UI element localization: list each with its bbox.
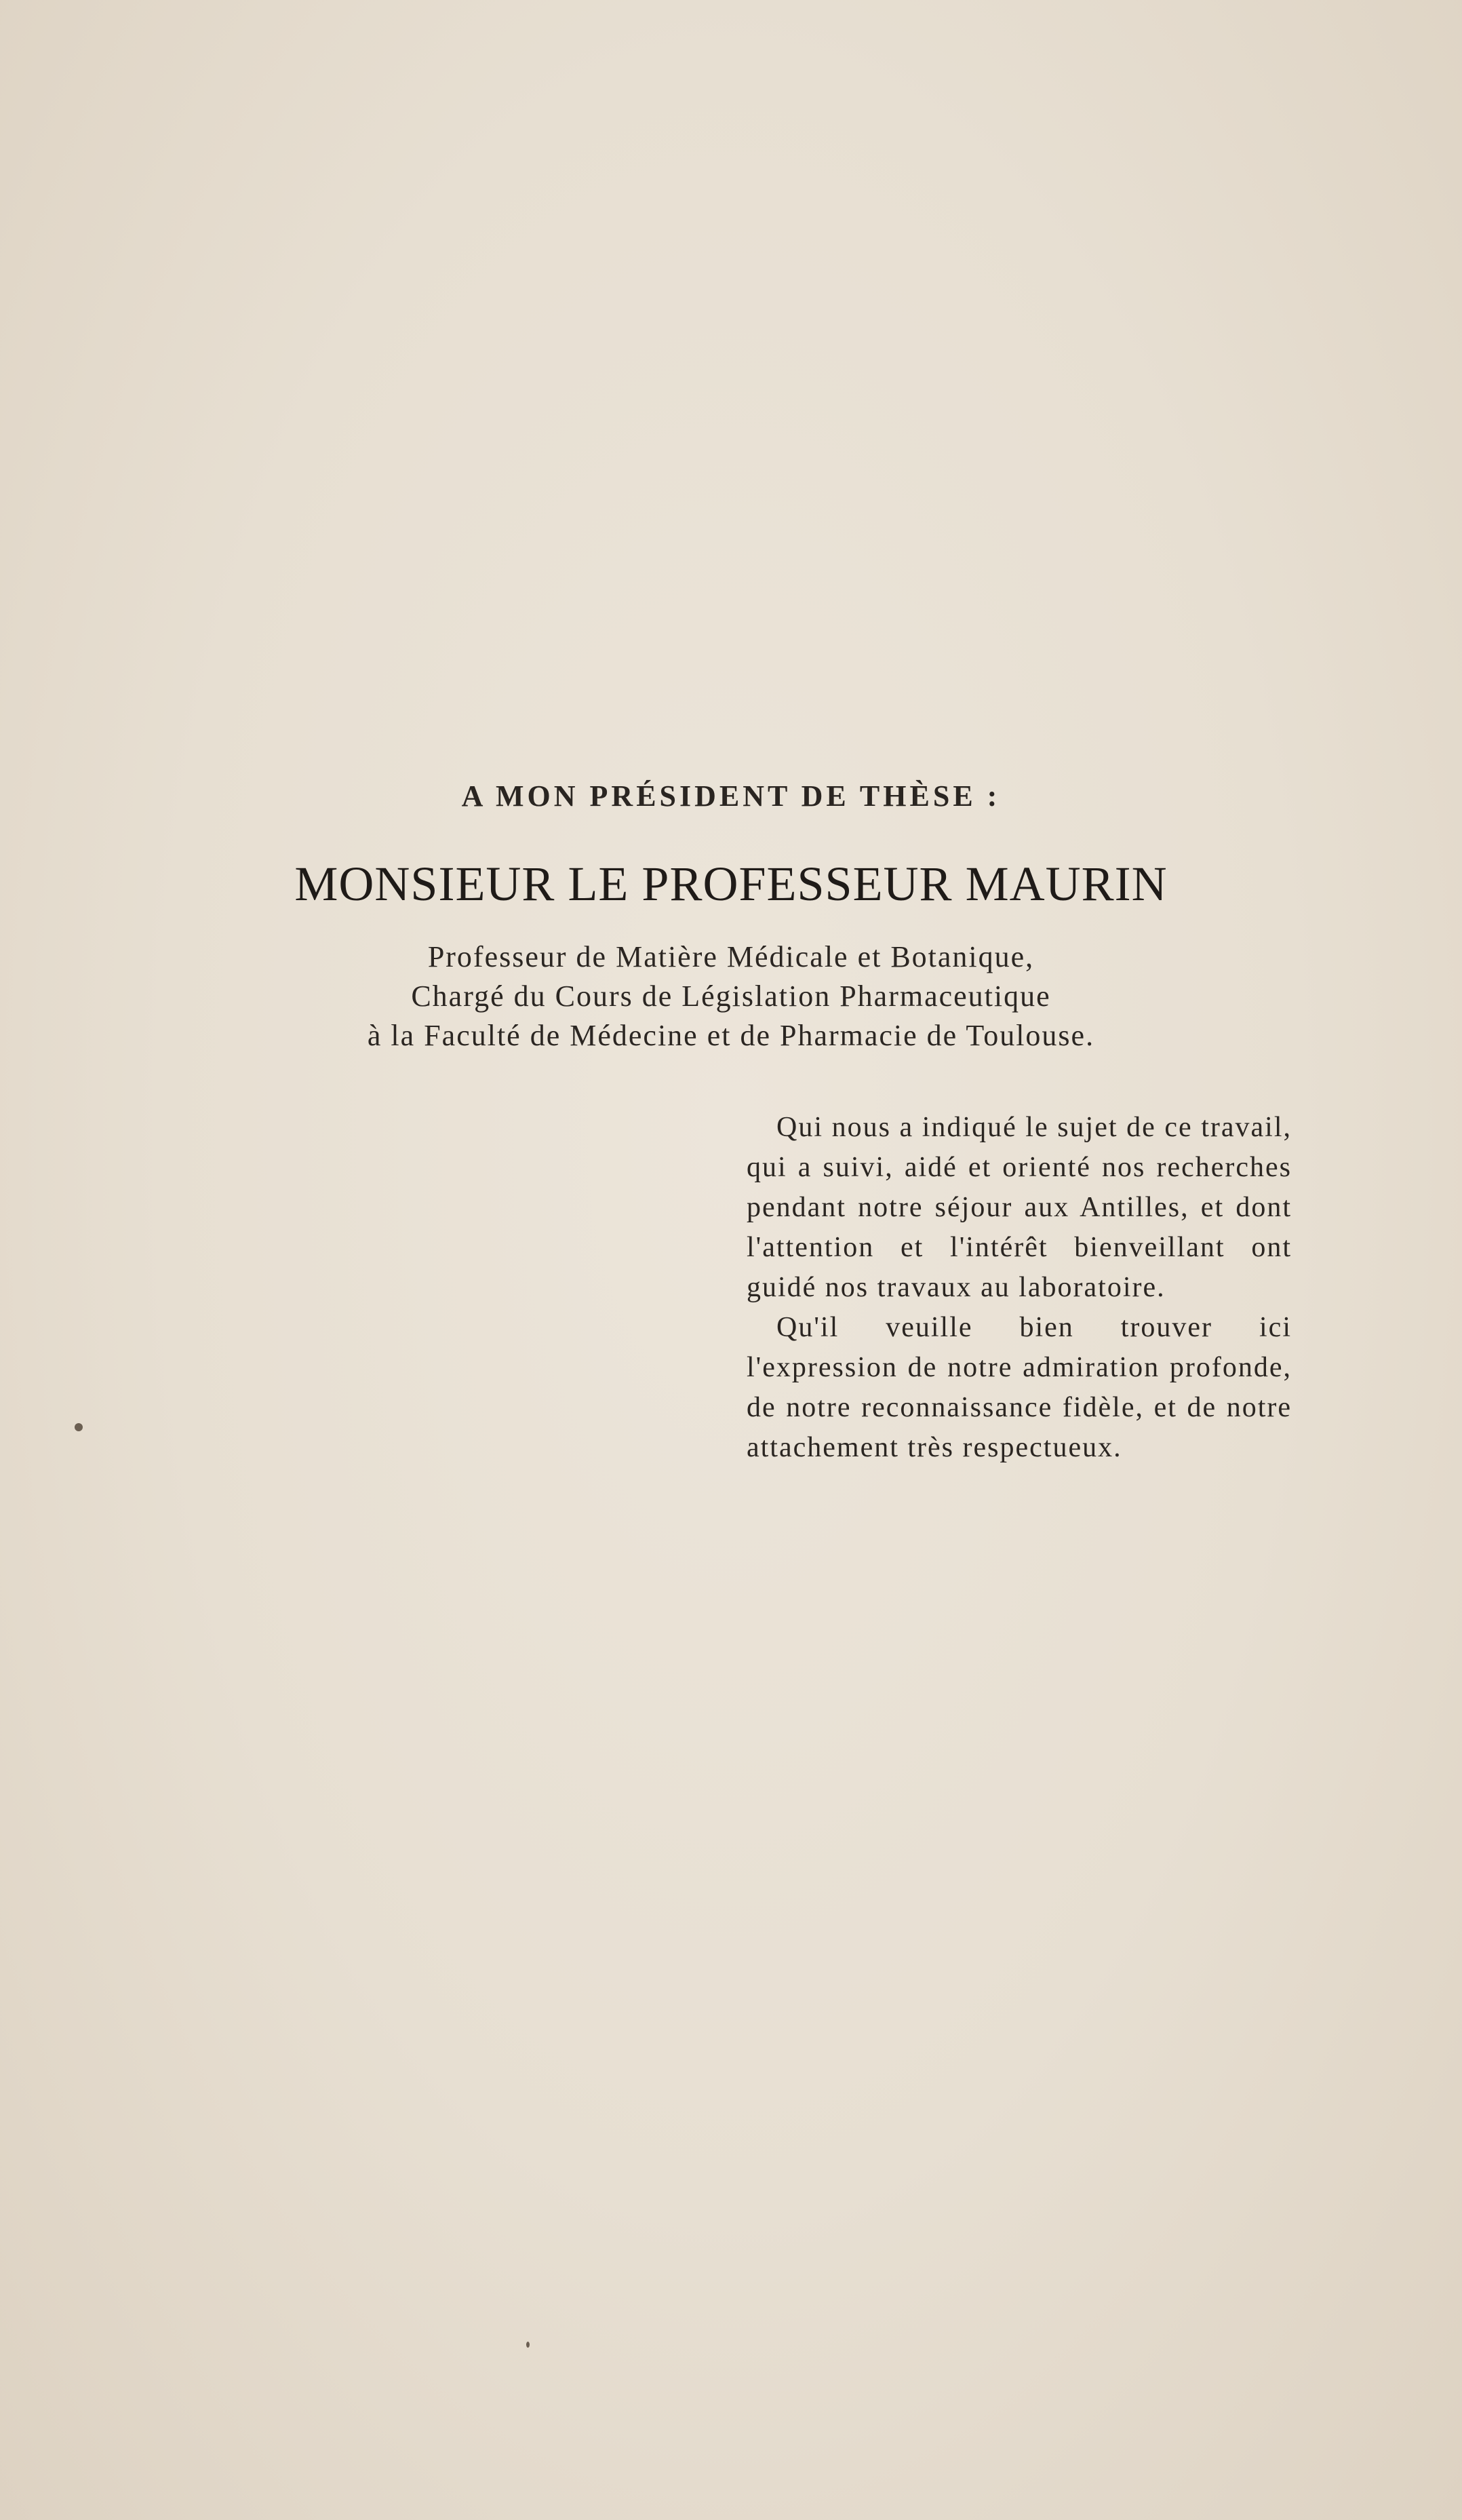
tribute-paragraph: Qu'il veuille bien trouver ici l'expression de notre admiration profonde, de notre reconnaissance fidèle, et de notre attachement très respectueux. [747, 1312, 1292, 1463]
tribute-paragraph: Qui nous a indiqué le sujet de ce travail, qui a suivi, aidé et orienté nos recherches pendant notre séjour aux Antilles, et dont l'attention et l'intérêt bienveillant ont guidé nos travaux au laboratoire. [747, 1112, 1292, 1303]
title-line: Professeur de Matière Médicale et Botanique, [427, 940, 1035, 973]
paper-speck [526, 2342, 530, 2348]
tribute-text [747, 1108, 1292, 1468]
dedicatee-titles [0, 937, 1462, 1055]
paper-speck [75, 1423, 83, 1431]
title-line: Chargé du Cours de Législation Pharmaceutique [411, 980, 1051, 1013]
title-line: à la Faculté de Médecine et de Pharmacie de Toulouse. [367, 1019, 1095, 1052]
dedicatee-name: MONSIEUR LE PROFESSEUR MAURIN [294, 857, 1168, 911]
dedication-heading: A MON PRÉSIDENT DE THÈSE : [461, 779, 1001, 813]
